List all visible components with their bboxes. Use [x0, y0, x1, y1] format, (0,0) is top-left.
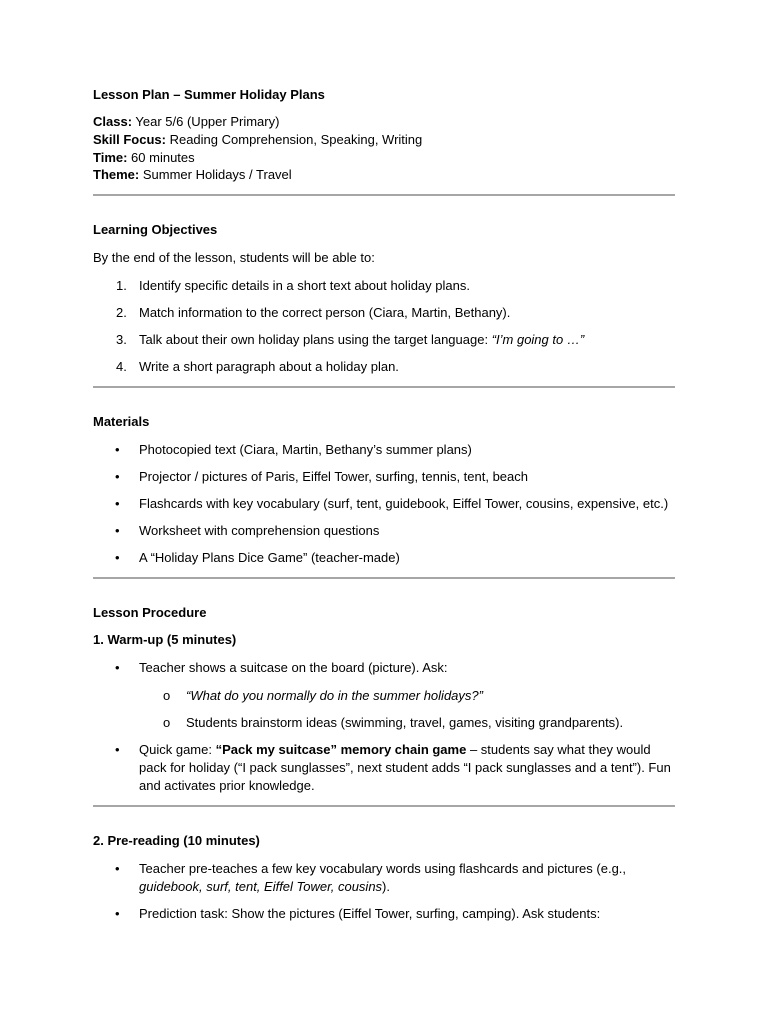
list-item: [93, 304, 675, 322]
list-item-text: A “Holiday Plans Dice Game” (teacher-made): [139, 550, 400, 566]
meta-time-value: 60 minutes: [127, 149, 195, 165]
prereading-list: [93, 860, 675, 923]
objectives-list: [93, 277, 675, 376]
lesson-meta: [93, 113, 675, 184]
section-divider: [93, 805, 675, 807]
sub-bullet: o: [163, 715, 171, 731]
sub-list-item-text: “What do you normally do in the summer holidays?”: [186, 688, 483, 704]
document-body: [93, 86, 675, 923]
meta-theme-label: Theme:: [93, 167, 140, 183]
meta-skill-value: Reading Comprehension, Speaking, Writing: [165, 131, 423, 147]
list-item: [93, 358, 675, 376]
section-divider: [93, 194, 675, 196]
bullet: •: [115, 469, 120, 485]
list-item-text: Prediction task: Show the pictures (Eiffel Tower, surfing, camping). Ask students:: [139, 906, 601, 922]
procedure-heading: Lesson Procedure: [93, 605, 207, 621]
list-item: [93, 468, 675, 486]
list-item: [93, 331, 675, 349]
list-item: [93, 741, 675, 795]
list-number: 1.: [116, 278, 127, 294]
section-divider: [93, 577, 675, 579]
list-item-text: Identify specific details in a short text about holiday plans.: [139, 278, 470, 294]
list-item-text: Teacher pre-teaches a few key vocabulary words using flashcards and pictures (e.g.,: [139, 861, 627, 877]
list-item-text: Quick game:: [139, 742, 216, 758]
list-item-text: Write a short paragraph about a holiday plan.: [139, 359, 399, 375]
bullet: •: [115, 861, 120, 877]
list-item: [93, 495, 675, 513]
list-item-text: – students say what they would pack for holiday (“I pack sunglasses”, next student adds “I pack sunglasses and a tent”). Fun and activates prior knowledge.: [139, 742, 671, 794]
list-item-text: ).: [382, 879, 390, 895]
bullet: •: [115, 906, 120, 922]
list-item: [93, 860, 675, 896]
sub-bullet: o: [163, 688, 171, 704]
bullet: •: [115, 496, 120, 512]
bullet: •: [115, 742, 120, 758]
list-item-text: Match information to the correct person (Ciara, Martin, Bethany).: [139, 305, 511, 321]
bullet: •: [115, 442, 120, 458]
list-item: [93, 277, 675, 295]
target-language-quote: “I’m going to …”: [491, 332, 585, 348]
warmup-list: [93, 659, 675, 677]
list-item: [93, 522, 675, 540]
list-item-text: Photocopied text (Ciara, Martin, Bethany’s summer plans): [139, 442, 472, 458]
list-item: [93, 905, 675, 923]
section-divider: [93, 386, 675, 388]
bullet: •: [115, 550, 120, 566]
list-item-text: Worksheet with comprehension questions: [139, 523, 380, 539]
document-title: Lesson Plan – Summer Holiday Plans: [93, 87, 325, 102]
list-item-text: Projector / pictures of Paris, Eiffel Tower, surfing, tennis, tent, beach: [139, 469, 528, 485]
meta-class: [93, 113, 675, 131]
list-item: [93, 659, 675, 677]
materials-list: [93, 441, 675, 567]
list-number: 2.: [116, 305, 127, 321]
list-item-text: Talk about their own holiday plans using the target language:: [139, 332, 492, 348]
warmup-heading: 1. Warm-up (5 minutes): [93, 632, 237, 648]
meta-time-label: Time:: [93, 149, 128, 165]
objectives-heading: Learning Objectives: [93, 222, 218, 238]
materials-heading: Materials: [93, 414, 150, 430]
list-item-text: Flashcards with key vocabulary (surf, tent, guidebook, Eiffel Tower, cousins, expensive, etc.): [139, 496, 669, 512]
list-item: [93, 549, 675, 567]
sub-list-item-text: Students brainstorm ideas (swimming, travel, games, visiting grandparents).: [186, 715, 624, 731]
warmup-list-2: [93, 741, 675, 795]
meta-theme-value: Summer Holidays / Travel: [139, 167, 292, 183]
sub-list-item: [93, 687, 675, 705]
sub-list-item: [93, 714, 675, 732]
list-item-text: Teacher shows a suitcase on the board (picture). Ask:: [139, 660, 448, 676]
meta-class-value: Year 5/6 (Upper Primary): [132, 114, 280, 129]
prereading-heading: 2. Pre-reading (10 minutes): [93, 833, 260, 849]
meta-class-label: Class:: [93, 114, 133, 129]
meta-time: [93, 149, 675, 167]
list-item: [93, 441, 675, 459]
meta-skill-label: Skill Focus:: [93, 131, 166, 147]
list-number: 4.: [116, 359, 127, 375]
bullet: •: [115, 660, 120, 676]
game-name: “Pack my suitcase” memory chain game: [215, 742, 467, 758]
objectives-intro: By the end of the lesson, students will be able to:: [93, 250, 375, 266]
list-number: 3.: [116, 332, 127, 348]
warmup-sublist: [93, 687, 675, 732]
meta-skill: [93, 131, 675, 149]
vocabulary-examples: guidebook, surf, tent, Eiffel Tower, cousins: [139, 879, 383, 895]
bullet: •: [115, 523, 120, 539]
meta-theme: [93, 166, 675, 184]
